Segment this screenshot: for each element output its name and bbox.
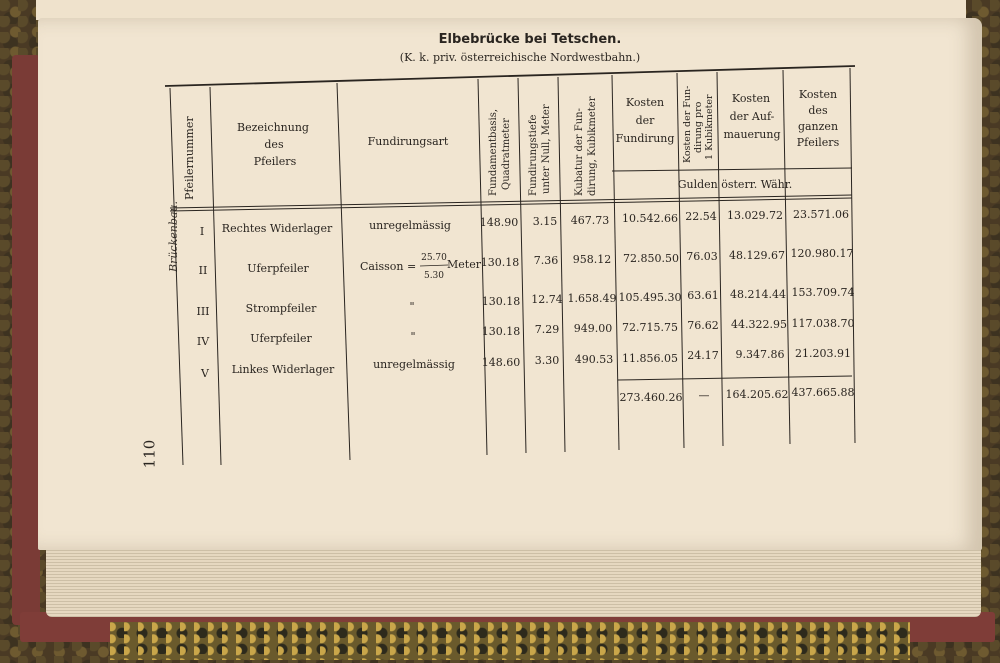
col-line-8 bbox=[717, 72, 723, 446]
row2-tiefe: 7.36 bbox=[533, 254, 559, 267]
row4-kpk: 76.62 bbox=[687, 319, 719, 332]
row2-name: Uferpfeiler bbox=[247, 262, 309, 275]
header-tiefe-2: unter Null, Meter bbox=[541, 104, 552, 194]
header-waehrung: Gulden österr. Währ. bbox=[677, 178, 793, 191]
row4-basis: 130.18 bbox=[481, 325, 521, 338]
row1-kg: 23.571.06 bbox=[793, 208, 849, 221]
header-kg-1: Kosten bbox=[798, 88, 838, 101]
header-fundamentbasis-1: Fundamentbasis, bbox=[488, 108, 499, 196]
header-fundierungsart: Fundirungsart bbox=[367, 135, 449, 148]
row5-kpk: 24.17 bbox=[687, 349, 719, 362]
row1-kpk: 22.54 bbox=[685, 210, 717, 223]
row3-kpk: 63.61 bbox=[687, 289, 719, 302]
page-number: 110 bbox=[140, 439, 159, 469]
row4-kf: 72.715.75 bbox=[622, 321, 678, 334]
total-kpk: — bbox=[698, 389, 710, 402]
row3-art: " bbox=[409, 300, 415, 313]
row1-name: Rechtes Widerlager bbox=[221, 222, 333, 235]
header-ka-1: Kosten bbox=[731, 92, 771, 105]
totals-rule bbox=[618, 376, 852, 380]
row2-kf: 72.850.50 bbox=[623, 252, 679, 265]
header-kpk-2: dirung pro bbox=[693, 101, 704, 153]
row2-nr: II bbox=[198, 264, 208, 277]
header-kg-4: Pfeilers bbox=[796, 136, 840, 149]
header-ka-2: der Auf- bbox=[729, 110, 775, 123]
row4-name: Uferpfeiler bbox=[250, 332, 312, 345]
row2-kubatur: 958.12 bbox=[572, 253, 612, 266]
header-kubatur-2: dirung, Kubikmeter bbox=[587, 96, 598, 196]
row3-ka: 48.214.44 bbox=[730, 288, 786, 301]
row5-art: unregelmässig bbox=[373, 358, 455, 371]
row5-kf: 11.856.05 bbox=[622, 352, 678, 365]
row2-caisson-prefix: Caisson = bbox=[360, 260, 417, 273]
row3-kf: 105.495.30 bbox=[618, 291, 682, 304]
row4-nr: IV bbox=[196, 335, 210, 348]
header-tiefe-1: Fundirungstiefe bbox=[528, 114, 539, 196]
row2-caisson-suffix: Meter bbox=[447, 258, 481, 271]
header-kf-3: Fundirung bbox=[615, 132, 675, 145]
row4-kg: 117.038.70 bbox=[791, 317, 855, 330]
row3-tiefe: 12.74 bbox=[531, 293, 563, 306]
header-bezeichnung-1: Bezeichnung bbox=[237, 121, 309, 134]
row1-kubatur: 467.73 bbox=[570, 214, 610, 227]
row4-ka: 44.322.95 bbox=[731, 318, 787, 331]
row3-basis: 130.18 bbox=[481, 295, 521, 308]
row1-basis: 148.90 bbox=[479, 216, 519, 229]
row2-caisson-fraction-bar bbox=[420, 265, 448, 266]
row3-nr: III bbox=[196, 305, 210, 318]
header-kg-2: des bbox=[808, 104, 828, 117]
row2-kg: 120.980.17 bbox=[790, 247, 854, 260]
header-rule bbox=[170, 195, 852, 208]
row2-caisson-denominator: 5.30 bbox=[423, 271, 445, 281]
header-pfeilernummer: Pfeilernummer bbox=[183, 116, 196, 200]
currency-rule bbox=[612, 168, 852, 171]
header-ka-3: mauerung bbox=[723, 128, 781, 141]
row1-kf: 10.542.66 bbox=[622, 212, 678, 225]
row2-kpk: 76.03 bbox=[686, 250, 718, 263]
row1-ka: 13.029.72 bbox=[727, 209, 783, 222]
row3-kubatur: 1.658.49 bbox=[567, 292, 617, 305]
col-line-0 bbox=[170, 88, 183, 465]
row5-ka: 9.347.86 bbox=[735, 348, 785, 361]
row2-basis: 130.18 bbox=[480, 256, 520, 269]
row5-basis: 148.60 bbox=[481, 356, 521, 369]
total-kg: 437.665.88 bbox=[791, 386, 855, 399]
row4-kubatur: 949.00 bbox=[573, 322, 613, 335]
side-heading: Brückenbau. bbox=[167, 200, 181, 273]
header-fundamentbasis-2: Quadratmeter bbox=[501, 118, 512, 190]
col-line-1 bbox=[210, 87, 221, 465]
header-bezeichnung-3: Pfeilers bbox=[253, 155, 297, 168]
row5-kg: 21.203.91 bbox=[795, 347, 851, 360]
total-ka: 164.205.62 bbox=[725, 388, 789, 401]
row5-kubatur: 490.53 bbox=[574, 353, 614, 366]
col-line-5 bbox=[558, 77, 565, 452]
row4-tiefe: 7.29 bbox=[534, 323, 560, 336]
header-kg-3: ganzen bbox=[797, 120, 839, 133]
page-title: Elbebrücke bei Tetschen. bbox=[438, 32, 622, 47]
row5-name: Linkes Widerlager bbox=[231, 363, 335, 376]
header-kpk-3: 1 Kubikmeter bbox=[704, 94, 715, 160]
header-kubatur-1: Kubatur der Fun- bbox=[574, 108, 585, 196]
header-kf-2: der bbox=[635, 114, 655, 127]
row2-ka: 48.129.67 bbox=[729, 249, 785, 262]
page-subtitle: (K. k. priv. österreichische Nordwestbahn.) bbox=[399, 51, 641, 64]
row5-nr: V bbox=[201, 367, 209, 380]
row1-art: unregelmässig bbox=[369, 219, 451, 232]
col-line-2 bbox=[337, 83, 350, 460]
header-kf-1: Kosten bbox=[625, 96, 665, 109]
row3-name: Strompfeiler bbox=[245, 302, 317, 315]
total-kf: 273.460.26 bbox=[619, 391, 683, 404]
row2-caisson-numerator: 25.70 bbox=[421, 253, 447, 263]
header-bezeichnung-2: des bbox=[264, 138, 284, 151]
row1-nr: I bbox=[199, 225, 205, 238]
row1-tiefe: 3.15 bbox=[532, 215, 558, 228]
header-kpk-1: Kosten der Fun- bbox=[682, 85, 693, 163]
row3-kg: 153.709.74 bbox=[791, 286, 855, 299]
row5-tiefe: 3.30 bbox=[534, 354, 560, 367]
table-top-rule bbox=[165, 66, 855, 86]
row4-art: " bbox=[410, 330, 416, 343]
